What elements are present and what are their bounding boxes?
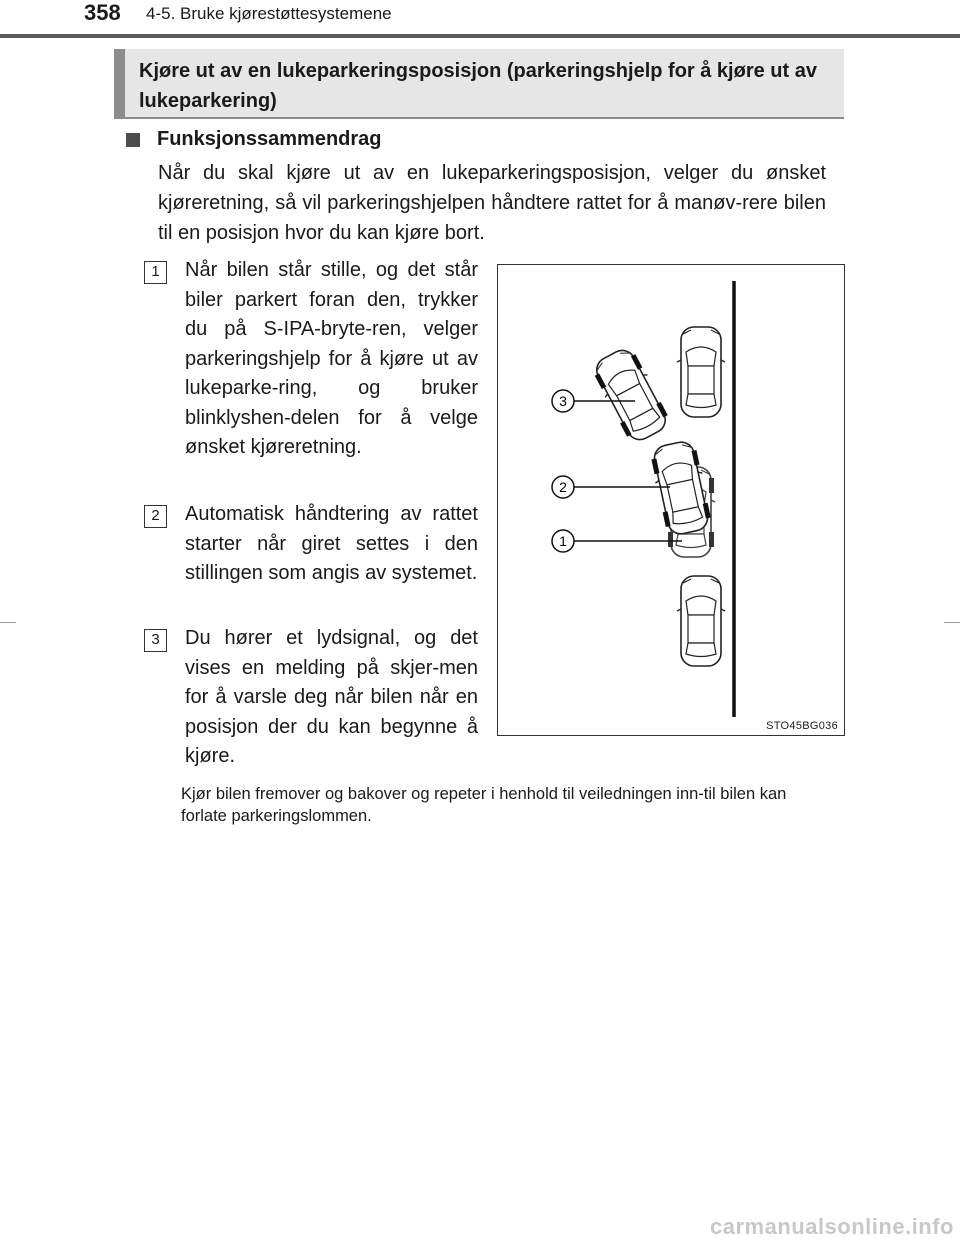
step-text: Når bilen står stille, og det står biler parkert foran den, trykker du på S-IPA-bryte-ren, velger parkeringshjelp for å kjøre ut av lukeparke-ring, og bruker blinklyshen-delen for å velge ønsket kjøreretning. xyxy=(185,259,478,458)
parking-diagram xyxy=(498,265,846,737)
parked-car-front xyxy=(677,327,725,417)
summary-heading-text: Funksjonssammendrag xyxy=(157,128,382,150)
section-divider xyxy=(114,117,844,119)
parked-car-rear xyxy=(677,576,725,666)
step-1 xyxy=(144,256,478,463)
callout-2 xyxy=(552,476,574,498)
car-position-3 xyxy=(589,344,674,446)
step-2 xyxy=(144,500,478,589)
note-text: Kjør bilen fremover og bakover og repeter i henhold til veiledningen inn-til bilen kan forlate parkeringslommen. xyxy=(181,785,787,825)
svg-text:1: 1 xyxy=(559,533,567,549)
svg-text:2: 2 xyxy=(559,479,567,495)
parking-exit-figure xyxy=(497,264,845,736)
crop-mark-right xyxy=(944,622,960,623)
step-3 xyxy=(144,624,478,772)
page-number: 358 xyxy=(84,0,121,25)
square-bullet-icon xyxy=(126,133,140,147)
step-text: Du hører et lydsignal, og det vises en melding på skjer-men for å varsle deg når bilen når en posisjon der du kan begynne å kjøre. xyxy=(185,627,478,767)
step-text: Automatisk håndtering av rattet starter når giret settes i den stillingen som angis av systemet. xyxy=(185,503,478,584)
step-number-badge: 1 xyxy=(144,261,167,284)
header-divider xyxy=(0,34,960,38)
summary-heading xyxy=(126,128,382,151)
step-number-badge: 3 xyxy=(144,629,167,652)
callout-3 xyxy=(552,390,574,412)
callout-1 xyxy=(552,530,574,552)
watermark: carmanualsonline.info xyxy=(710,1214,954,1239)
chapter-title: 4-5. Bruke kjørestøttesystemene xyxy=(146,4,392,23)
step-number-badge: 2 xyxy=(144,505,167,528)
svg-text:3: 3 xyxy=(559,393,567,409)
crop-mark-left xyxy=(0,622,16,623)
figure-code: STO45BG036 xyxy=(766,720,838,732)
summary-text: Når du skal kjøre ut av en lukeparkeringsposisjon, velger du ønsket kjøreretning, så vil parkeringshjelpen håndtere rattet for å manøv-rere bilen til en posisjon hvor du kan kjøre bort. xyxy=(158,162,826,244)
section-title: Kjøre ut av en lukeparkeringsposisjon (parkeringshjelp for å kjøre ut av lukeparkering) xyxy=(114,49,844,119)
